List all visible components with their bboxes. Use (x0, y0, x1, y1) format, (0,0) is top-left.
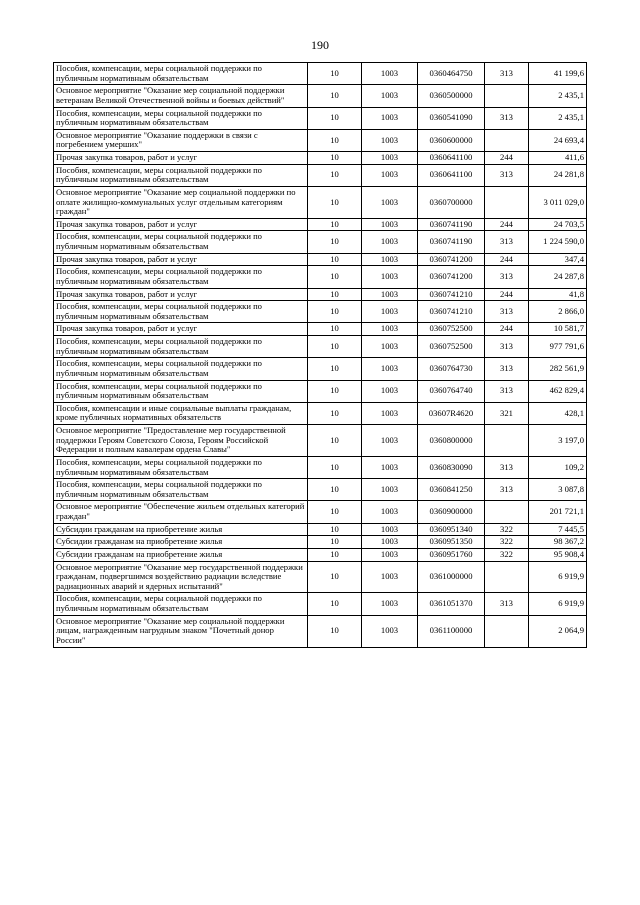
row-expense-type-cell: 313 (485, 231, 529, 253)
row-name-cell: Основное мероприятие "Оказание поддержки в связи с погребением умерших" (54, 129, 308, 151)
row-name-cell: Прочая закупка товаров, работ и услуг (54, 152, 308, 165)
row-subsection-cell: 1003 (362, 358, 418, 380)
row-subsection-cell: 1003 (362, 425, 418, 457)
row-section-cell: 10 (308, 523, 362, 536)
row-subsection-cell: 1003 (362, 336, 418, 358)
row-amount-cell: 462 829,4 (529, 380, 587, 402)
row-expense-type-cell: 313 (485, 380, 529, 402)
row-subsection-cell: 1003 (362, 107, 418, 129)
row-expense-type-cell: 313 (485, 479, 529, 501)
row-expense-type-cell (485, 85, 529, 107)
row-name-cell: Пособия, компенсации, меры социальной поддержки по публичным нормативным обязательствам (54, 231, 308, 253)
row-section-cell: 10 (308, 129, 362, 151)
row-section-cell: 10 (308, 266, 362, 288)
row-target-code-cell: 0360900000 (418, 501, 485, 523)
row-amount-cell: 98 367,2 (529, 536, 587, 549)
table-row (54, 501, 587, 523)
row-amount-cell: 24 281,8 (529, 164, 587, 186)
row-subsection-cell: 1003 (362, 301, 418, 323)
table-row (54, 129, 587, 151)
row-expense-type-cell: 313 (485, 593, 529, 615)
row-amount-cell: 6 919,9 (529, 593, 587, 615)
row-target-code-cell: 0360541090 (418, 107, 485, 129)
row-subsection-cell: 1003 (362, 218, 418, 231)
row-name-cell: Пособия, компенсации, меры социальной поддержки по публичным нормативным обязательствам (54, 456, 308, 478)
row-amount-cell: 24 693,4 (529, 129, 587, 151)
table-row (54, 85, 587, 107)
row-name-cell: Пособия, компенсации, меры социальной поддержки по публичным нормативным обязательствам (54, 63, 308, 85)
row-section-cell: 10 (308, 323, 362, 336)
row-expense-type-cell: 322 (485, 536, 529, 549)
row-target-code-cell: 0360464750 (418, 63, 485, 85)
row-name-cell: Основное мероприятие "Предоставление мер государственной поддержки Героям Советского Союза, Героям Российской Федерации и полным кавалерам ордена Славы" (54, 425, 308, 457)
row-subsection-cell: 1003 (362, 288, 418, 301)
row-expense-type-cell: 313 (485, 63, 529, 85)
row-subsection-cell: 1003 (362, 548, 418, 561)
row-name-cell: Пособия, компенсации, меры социальной поддержки по публичным нормативным обязательствам (54, 266, 308, 288)
row-name-cell: Субсидии гражданам на приобретение жилья (54, 536, 308, 549)
row-target-code-cell: 0361100000 (418, 615, 485, 647)
row-name-cell: Пособия, компенсации, меры социальной поддержки по публичным нормативным обязательствам (54, 336, 308, 358)
table-row (54, 186, 587, 218)
table-row (54, 336, 587, 358)
row-amount-cell: 201 721,1 (529, 501, 587, 523)
row-section-cell: 10 (308, 593, 362, 615)
row-section-cell: 10 (308, 336, 362, 358)
row-expense-type-cell (485, 186, 529, 218)
row-name-cell: Субсидии гражданам на приобретение жилья (54, 548, 308, 561)
row-expense-type-cell (485, 615, 529, 647)
row-target-code-cell: 0360741200 (418, 266, 485, 288)
table-row (54, 358, 587, 380)
row-name-cell: Пособия, компенсации, меры социальной поддержки по публичным нормативным обязательствам (54, 164, 308, 186)
row-section-cell: 10 (308, 152, 362, 165)
row-section-cell: 10 (308, 425, 362, 457)
row-target-code-cell: 0360741210 (418, 301, 485, 323)
row-name-cell: Основное мероприятие "Оказание мер государственной поддержки гражданам, подвергшимся воздействию радиации вследствие радиационных аварий и ядерных испытаний" (54, 561, 308, 593)
row-subsection-cell: 1003 (362, 253, 418, 266)
row-amount-cell: 24 287,8 (529, 266, 587, 288)
table-row (54, 536, 587, 549)
row-expense-type-cell: 313 (485, 164, 529, 186)
row-subsection-cell: 1003 (362, 523, 418, 536)
row-section-cell: 10 (308, 615, 362, 647)
row-subsection-cell: 1003 (362, 129, 418, 151)
row-subsection-cell: 1003 (362, 501, 418, 523)
row-expense-type-cell: 244 (485, 218, 529, 231)
row-expense-type-cell (485, 425, 529, 457)
table-row (54, 266, 587, 288)
table-row (54, 523, 587, 536)
budget-table-body (54, 63, 587, 648)
row-target-code-cell: 0360951350 (418, 536, 485, 549)
row-expense-type-cell (485, 501, 529, 523)
row-subsection-cell: 1003 (362, 561, 418, 593)
row-section-cell: 10 (308, 231, 362, 253)
row-amount-cell: 6 919,9 (529, 561, 587, 593)
row-name-cell: Прочая закупка товаров, работ и услуг (54, 253, 308, 266)
row-section-cell: 10 (308, 456, 362, 478)
row-section-cell: 10 (308, 402, 362, 424)
row-subsection-cell: 1003 (362, 231, 418, 253)
row-expense-type-cell: 244 (485, 288, 529, 301)
row-subsection-cell: 1003 (362, 380, 418, 402)
table-row (54, 253, 587, 266)
row-target-code-cell: 0360951760 (418, 548, 485, 561)
row-section-cell: 10 (308, 380, 362, 402)
row-name-cell: Прочая закупка товаров, работ и услуг (54, 288, 308, 301)
row-section-cell: 10 (308, 186, 362, 218)
row-target-code-cell: 0360741200 (418, 253, 485, 266)
row-section-cell: 10 (308, 479, 362, 501)
row-target-code-cell: 0360841250 (418, 479, 485, 501)
table-row (54, 164, 587, 186)
row-name-cell: Пособия, компенсации, меры социальной поддержки по публичным нормативным обязательствам (54, 479, 308, 501)
row-target-code-cell: 0360500000 (418, 85, 485, 107)
row-subsection-cell: 1003 (362, 479, 418, 501)
row-target-code-cell: 0360752500 (418, 323, 485, 336)
table-row (54, 231, 587, 253)
row-amount-cell: 2 064,9 (529, 615, 587, 647)
table-row (54, 380, 587, 402)
row-subsection-cell: 1003 (362, 323, 418, 336)
row-subsection-cell: 1003 (362, 402, 418, 424)
row-amount-cell: 3 087,8 (529, 479, 587, 501)
row-amount-cell: 1 224 590,0 (529, 231, 587, 253)
table-row (54, 548, 587, 561)
row-name-cell: Пособия, компенсации, меры социальной поддержки по публичным нормативным обязательствам (54, 301, 308, 323)
row-target-code-cell: 0360800000 (418, 425, 485, 457)
row-name-cell: Основное мероприятие "Оказание мер социальной поддержки ветеранам Великой Отечественной войны и боевых действий" (54, 85, 308, 107)
row-subsection-cell: 1003 (362, 536, 418, 549)
row-amount-cell: 10 581,7 (529, 323, 587, 336)
row-section-cell: 10 (308, 253, 362, 266)
row-subsection-cell: 1003 (362, 593, 418, 615)
row-subsection-cell: 1003 (362, 186, 418, 218)
row-amount-cell: 24 703,5 (529, 218, 587, 231)
row-section-cell: 10 (308, 164, 362, 186)
row-expense-type-cell: 321 (485, 402, 529, 424)
row-name-cell: Основное мероприятие "Обеспечение жильем отдельных категорий граждан" (54, 501, 308, 523)
row-subsection-cell: 1003 (362, 85, 418, 107)
row-name-cell: Субсидии гражданам на приобретение жилья (54, 523, 308, 536)
table-row (54, 63, 587, 85)
table-row (54, 615, 587, 647)
table-row (54, 479, 587, 501)
row-name-cell: Пособия, компенсации, меры социальной поддержки по публичным нормативным обязательствам (54, 380, 308, 402)
row-amount-cell: 2 866,0 (529, 301, 587, 323)
row-expense-type-cell: 313 (485, 266, 529, 288)
row-target-code-cell: 0360600000 (418, 129, 485, 151)
row-amount-cell: 428,1 (529, 402, 587, 424)
page-number: 190 (311, 38, 329, 52)
row-target-code-cell: 0361051370 (418, 593, 485, 615)
row-amount-cell: 977 791,6 (529, 336, 587, 358)
table-row (54, 218, 587, 231)
table-row (54, 323, 587, 336)
row-expense-type-cell: 244 (485, 253, 529, 266)
row-expense-type-cell: 313 (485, 107, 529, 129)
row-target-code-cell: 0361000000 (418, 561, 485, 593)
row-name-cell: Пособия, компенсации и иные социальные выплаты гражданам, кроме публичных нормативных обязательств (54, 402, 308, 424)
row-target-code-cell: 0360741190 (418, 231, 485, 253)
row-amount-cell: 2 435,1 (529, 107, 587, 129)
row-subsection-cell: 1003 (362, 456, 418, 478)
row-amount-cell: 411,6 (529, 152, 587, 165)
row-target-code-cell: 03607R4620 (418, 402, 485, 424)
table-row (54, 288, 587, 301)
row-name-cell: Пособия, компенсации, меры социальной поддержки по публичным нормативным обязательствам (54, 107, 308, 129)
row-subsection-cell: 1003 (362, 164, 418, 186)
table-row (54, 456, 587, 478)
row-expense-type-cell (485, 129, 529, 151)
row-target-code-cell: 0360830090 (418, 456, 485, 478)
budget-table (53, 62, 587, 648)
row-section-cell: 10 (308, 85, 362, 107)
row-target-code-cell: 0360641100 (418, 164, 485, 186)
row-amount-cell: 3 011 029,0 (529, 186, 587, 218)
row-target-code-cell: 0360641100 (418, 152, 485, 165)
table-row (54, 425, 587, 457)
row-amount-cell: 2 435,1 (529, 85, 587, 107)
row-section-cell: 10 (308, 63, 362, 85)
row-amount-cell: 282 561,9 (529, 358, 587, 380)
row-expense-type-cell: 244 (485, 323, 529, 336)
table-row (54, 561, 587, 593)
table-row (54, 152, 587, 165)
row-expense-type-cell: 313 (485, 301, 529, 323)
row-section-cell: 10 (308, 107, 362, 129)
table-row (54, 593, 587, 615)
row-amount-cell: 3 197,0 (529, 425, 587, 457)
row-expense-type-cell (485, 561, 529, 593)
row-amount-cell: 347,4 (529, 253, 587, 266)
row-amount-cell: 95 908,4 (529, 548, 587, 561)
row-amount-cell: 41 199,6 (529, 63, 587, 85)
row-section-cell: 10 (308, 536, 362, 549)
row-section-cell: 10 (308, 218, 362, 231)
row-amount-cell: 109,2 (529, 456, 587, 478)
row-name-cell: Основное мероприятие "Оказание мер социальной поддержки по оплате жилищно-коммунальных услуг отдельным категориям граждан" (54, 186, 308, 218)
row-name-cell: Пособия, компенсации, меры социальной поддержки по публичным нормативным обязательствам (54, 593, 308, 615)
row-amount-cell: 41,8 (529, 288, 587, 301)
row-subsection-cell: 1003 (362, 63, 418, 85)
row-name-cell: Прочая закупка товаров, работ и услуг (54, 218, 308, 231)
row-section-cell: 10 (308, 288, 362, 301)
row-target-code-cell: 0360741210 (418, 288, 485, 301)
table-row (54, 301, 587, 323)
row-expense-type-cell: 244 (485, 152, 529, 165)
row-subsection-cell: 1003 (362, 152, 418, 165)
row-section-cell: 10 (308, 548, 362, 561)
row-name-cell: Прочая закупка товаров, работ и услуг (54, 323, 308, 336)
row-target-code-cell: 0360951340 (418, 523, 485, 536)
table-row (54, 107, 587, 129)
row-section-cell: 10 (308, 301, 362, 323)
row-expense-type-cell: 313 (485, 456, 529, 478)
row-target-code-cell: 0360764740 (418, 380, 485, 402)
row-section-cell: 10 (308, 358, 362, 380)
row-subsection-cell: 1003 (362, 615, 418, 647)
row-target-code-cell: 0360764730 (418, 358, 485, 380)
row-section-cell: 10 (308, 501, 362, 523)
row-section-cell: 10 (308, 561, 362, 593)
row-expense-type-cell: 322 (485, 548, 529, 561)
row-name-cell: Пособия, компенсации, меры социальной поддержки по публичным нормативным обязательствам (54, 358, 308, 380)
row-expense-type-cell: 322 (485, 523, 529, 536)
row-expense-type-cell: 313 (485, 336, 529, 358)
table-row (54, 402, 587, 424)
row-name-cell: Основное мероприятие "Оказание мер социальной поддержки лицам, награжденным нагрудным знаком "Почетный донор России" (54, 615, 308, 647)
row-expense-type-cell: 313 (485, 358, 529, 380)
row-target-code-cell: 0360700000 (418, 186, 485, 218)
row-subsection-cell: 1003 (362, 266, 418, 288)
row-target-code-cell: 0360741190 (418, 218, 485, 231)
row-amount-cell: 7 445,5 (529, 523, 587, 536)
row-target-code-cell: 0360752500 (418, 336, 485, 358)
